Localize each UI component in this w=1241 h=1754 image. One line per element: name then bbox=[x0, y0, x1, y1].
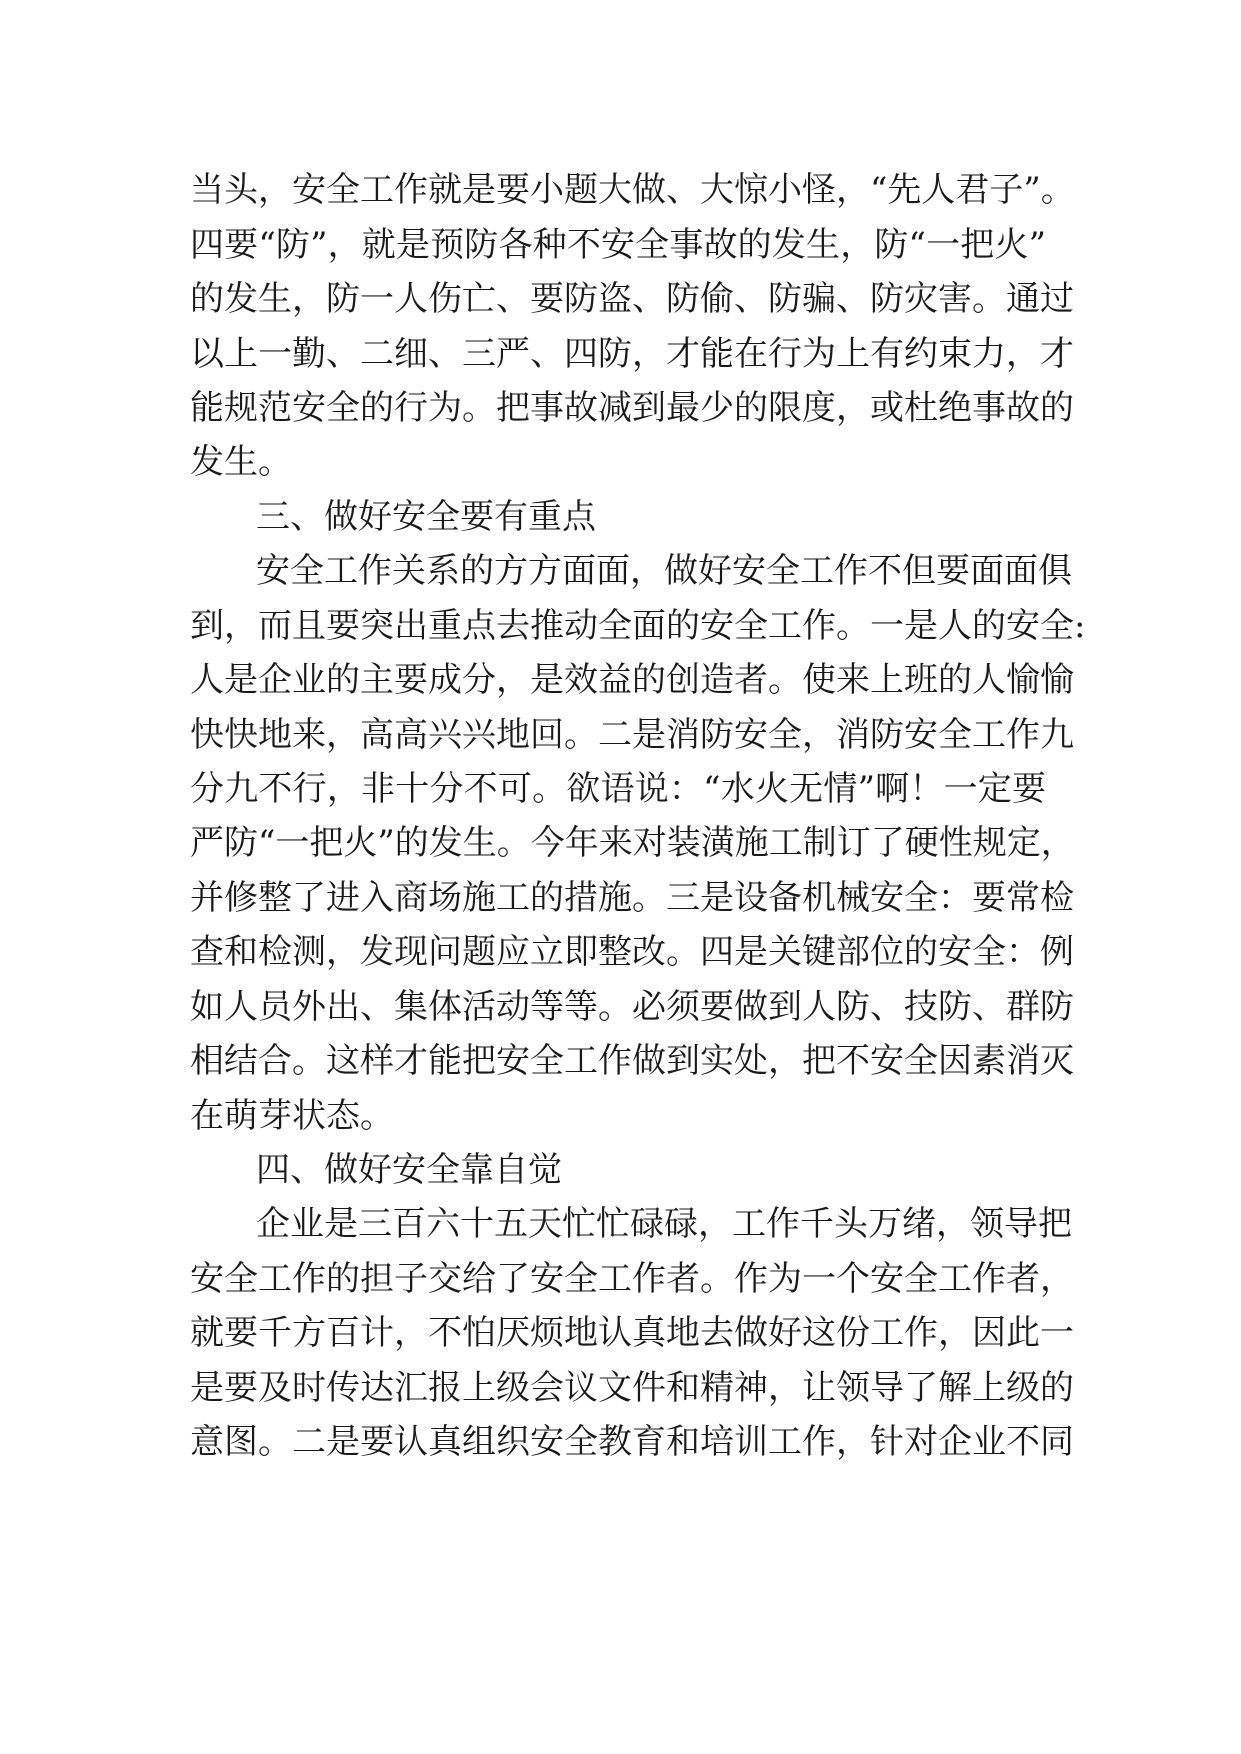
text-line: 四要“防”，就是预防各种不安全事故的发生，防“一把火” bbox=[190, 225, 1046, 265]
text-line: 到，而且要突出重点去推动全面的安全工作。一是人的安全: bbox=[190, 606, 1086, 646]
text-line: 是要及时传达汇报上级会议文件和精神，让领导了解上级的 bbox=[190, 1368, 1074, 1408]
text-line: 当头，安全工作就是要小题大做、大惊小怪，“先人君子”。 bbox=[190, 170, 1075, 210]
text-line: 查和检测，发现问题应立即整改。四是关键部位的安全：例 bbox=[190, 932, 1074, 972]
text-line: 发生。 bbox=[190, 442, 292, 482]
paragraph-first-line: 安全工作关系的方方面面，做好安全工作不但要面面俱 bbox=[256, 551, 1072, 591]
section-heading: 四、做好安全靠自觉 bbox=[256, 1150, 562, 1190]
text-line: 意图。二是要认真组织安全教育和培训工作，针对企业不同 bbox=[190, 1422, 1074, 1462]
text-line: 安全工作的担子交给了安全工作者。作为一个安全工作者， bbox=[190, 1259, 1074, 1299]
text-line: 在萌芽状态。 bbox=[190, 1096, 394, 1136]
text-line: 严防“一把火”的发生。今年来对装潢施工制订了硬性规定， bbox=[190, 823, 1075, 863]
text-line: 如人员外出、集体活动等等。必须要做到人防、技防、群防 bbox=[190, 987, 1074, 1027]
section-heading: 三、做好安全要有重点 bbox=[256, 497, 596, 537]
text-line: 的发生，防一人伤亡、要防盗、防偷、防骗、防灾害。通过 bbox=[190, 279, 1074, 319]
text-line: 能规范安全的行为。把事故减到最少的限度，或杜绝事故的 bbox=[190, 388, 1074, 428]
text-line: 并修整了进入商场施工的措施。三是设备机械安全：要常检 bbox=[190, 878, 1074, 918]
paragraph-first-line: 企业是三百六十五天忙忙碌碌，工作千头万绪，领导把 bbox=[256, 1204, 1072, 1244]
text-line: 就要千方百计，不怕厌烦地认真地去做好这份工作，因此一 bbox=[190, 1313, 1074, 1353]
text-line: 分九不行，非十分不可。欲语说：“水火无情”啊！一定要 bbox=[190, 769, 1046, 809]
text-line: 快快地来，高高兴兴地回。二是消防安全，消防安全工作九 bbox=[190, 715, 1074, 755]
text-line: 人是企业的主要成分，是效益的创造者。使来上班的人愉愉 bbox=[190, 660, 1074, 700]
text-line: 相结合。这样才能把安全工作做到实处，把不安全因素消灭 bbox=[190, 1041, 1074, 1081]
text-line: 以上一勤、二细、三严、四防，才能在行为上有约束力，才 bbox=[190, 334, 1074, 374]
